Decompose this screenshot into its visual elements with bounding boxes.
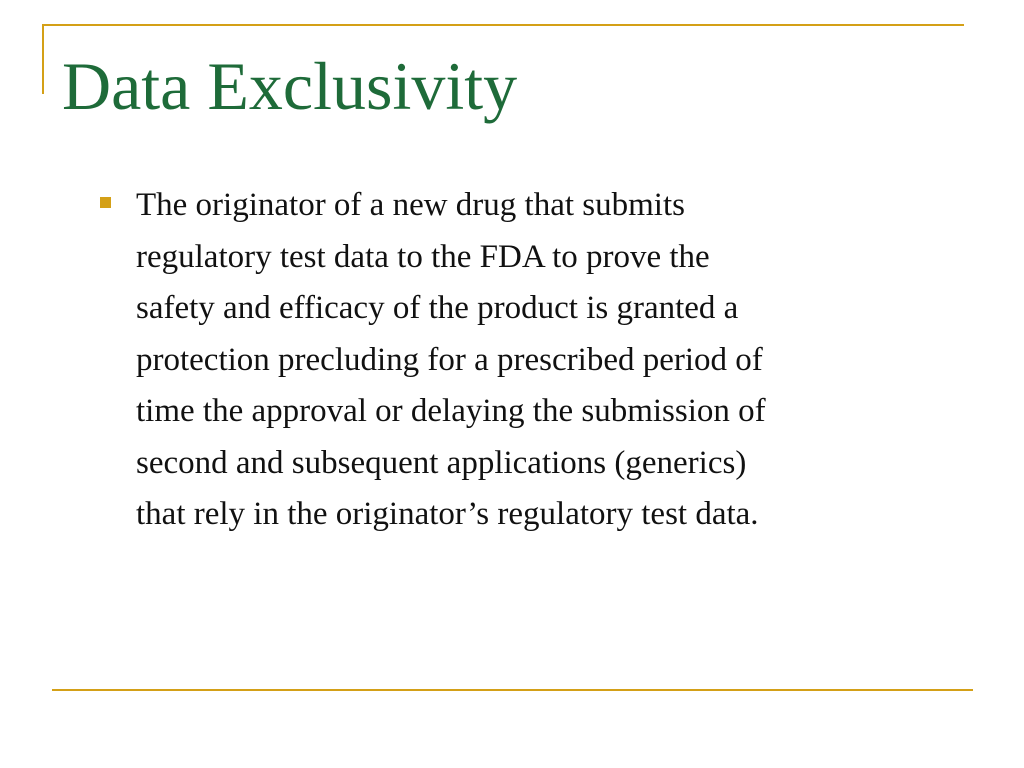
bullet-list xyxy=(96,180,936,541)
slide-title: Data Exclusivity xyxy=(62,48,518,124)
square-bullet-icon xyxy=(100,197,111,208)
bullet-line: regulatory test data to the FDA to prove the xyxy=(136,238,710,275)
bullet-line: time the approval or delaying the submission of xyxy=(136,393,766,429)
left-accent-rule xyxy=(42,24,44,94)
bullet-line: second and subsequent applications (generics) xyxy=(136,444,747,481)
bullet-line: safety and efficacy of the product is granted a xyxy=(136,290,739,326)
bullet-line: protection precluding for a prescribed period of xyxy=(136,341,763,378)
bullet-text xyxy=(136,180,936,541)
bottom-accent-rule xyxy=(52,689,973,691)
bullet-line: that rely in the originator’s regulatory test data. xyxy=(136,496,759,532)
top-accent-rule xyxy=(42,24,964,26)
bullet-line: The originator of a new drug that submits xyxy=(136,187,685,223)
bullet-item xyxy=(96,180,936,541)
